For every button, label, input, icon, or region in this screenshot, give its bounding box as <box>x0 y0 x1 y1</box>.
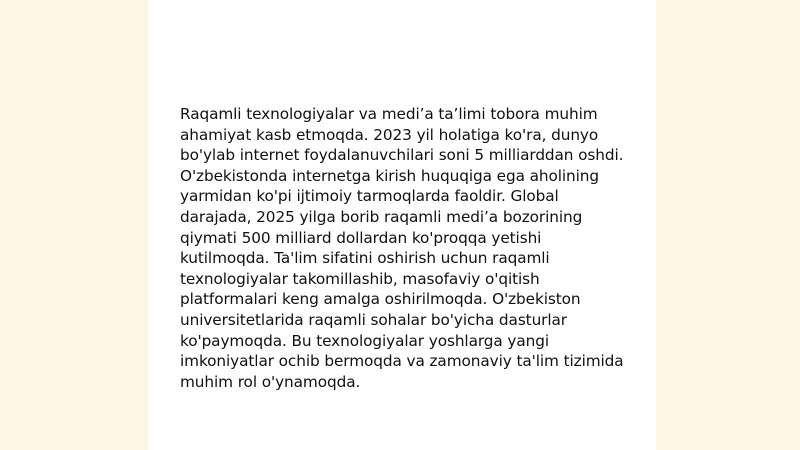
body-paragraph: Raqamli texnologiyalar va medi’a ta’limi tobora muhim ahamiyat kasb etmoqda. 2023 yil holatiga ko'ra, dunyo bo'ylab internet foydalanuvchilari soni 5 milliarddan oshdi. O'zbekistonda internetga kirish huquqiga ega aholining yarmidan ko'pi ijtimoiy tarmoqlarda faoldir. Global darajada, 2025 yilga borib raqamli medi’a bozorining qiymati 500 milliard dollardan ko'proqqa yetishi kutilmoqda. Ta'lim sifatini oshirish uchun raqamli texnologiyalar takomillashib, masofaviy o'qitish platformalari keng amalga oshirilmoqda. O'zbekiston universitetlarida raqamli sohalar bo'yicha dasturlar ko'paymoqda. Bu texnologiyalar yoshlarga yangi imkoniyatlar ochib bermoqda va zamonaviy ta'lim tizimida muhim rol o'ynamoqda. <box>180 105 624 391</box>
document-page <box>148 0 656 450</box>
